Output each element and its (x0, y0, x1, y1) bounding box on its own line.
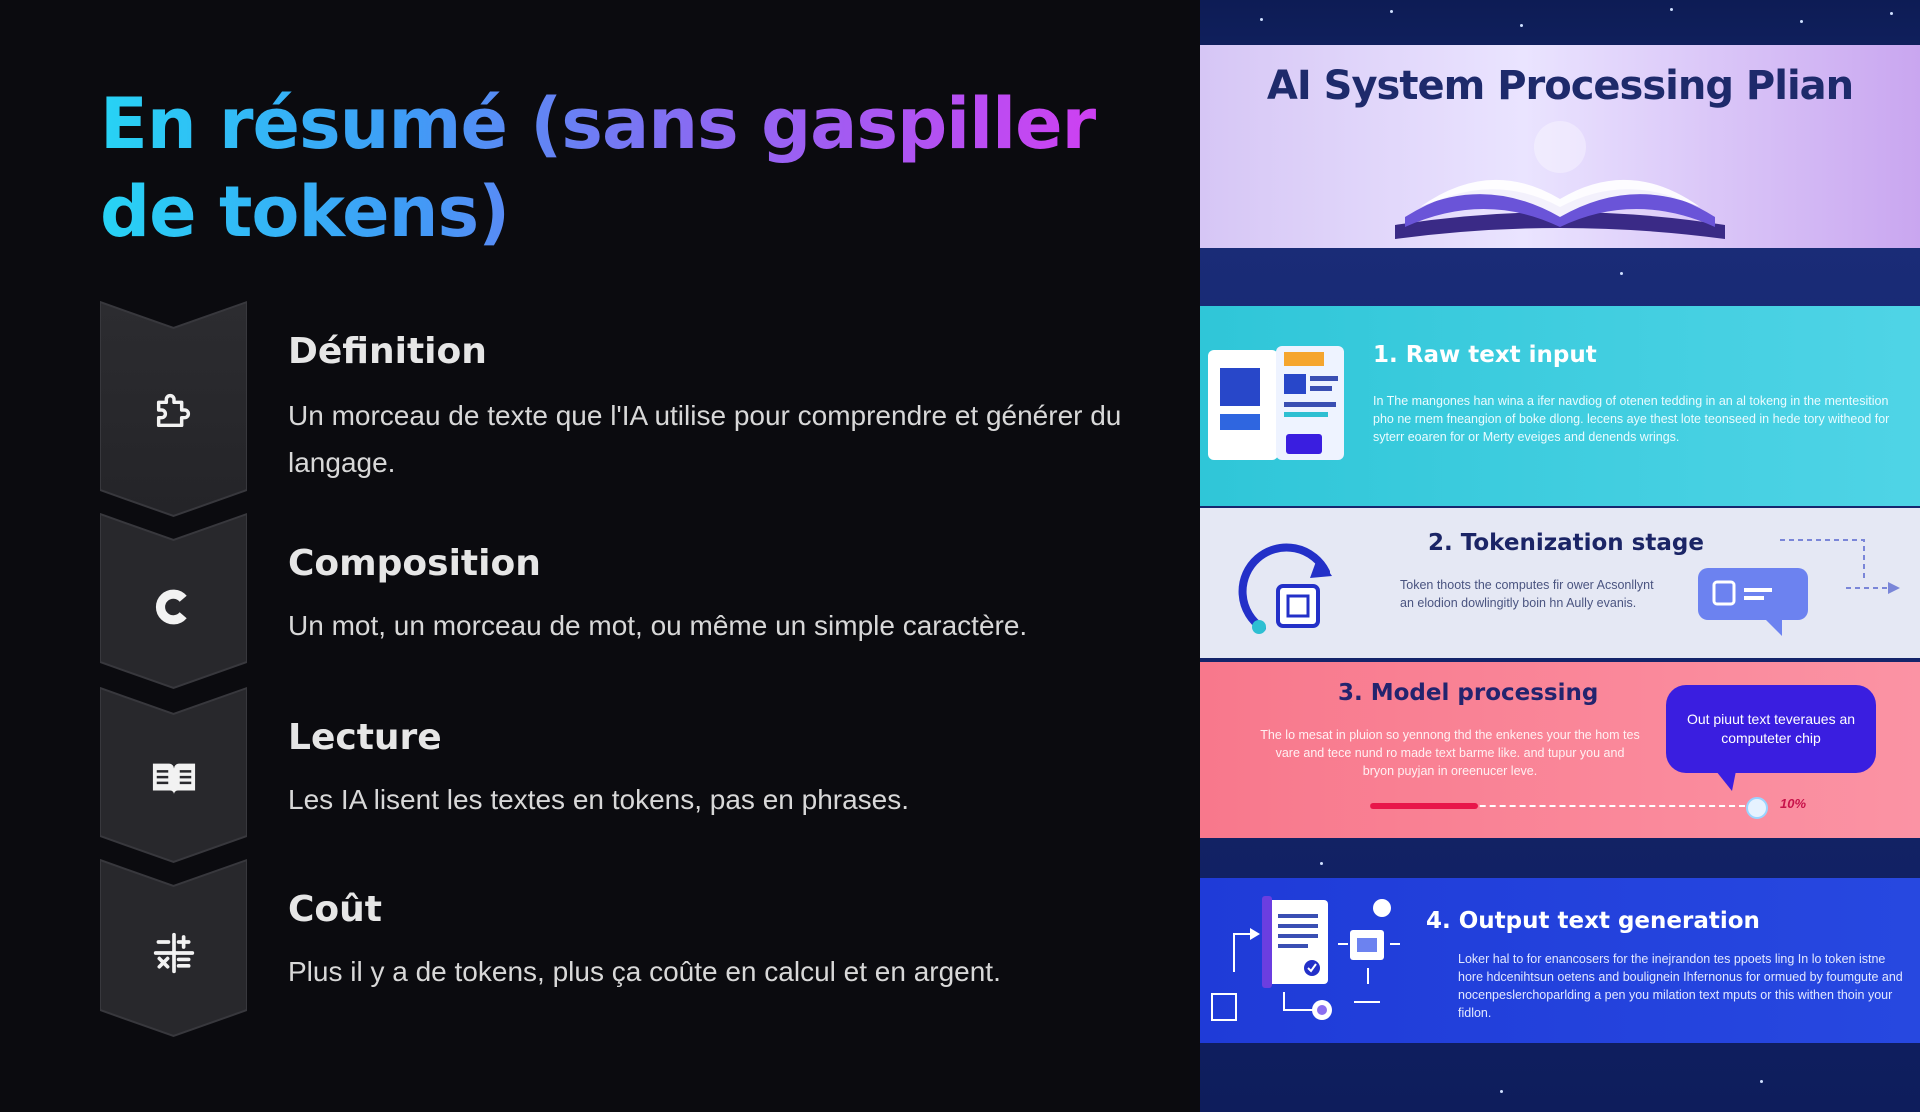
step-text: In The mangones han wina a ifer navdiog of otenen tedding in an al tokeng in the mentesition pho ne rnem fneangion of boke dlong. lecens aye thest lote teonseed in hede tory witheod for syterr eoaren for or Merty eveiges and denends wrings. (1373, 394, 1890, 444)
chevron-badge (100, 686, 247, 864)
item-heading: Lecture (288, 717, 442, 758)
step-raw-text-input (1200, 306, 1920, 506)
step-text: The lo mesat in pluion so yennong thd the enkenes your the hom tes vare and tece nund ro made text barme like. and tupur you and bryon puyjan in oreenucer leve. (1260, 728, 1640, 778)
step-text: Loker hal to for enancosers for the inejrandon tes ppoets ling In lo token istne hore hdcenihtsun oetens and boulignein Ihfernonus for ormued by foumgute and nocenpeslerchoparlding a pen you milation text mputs or this withen thoin your fidlon. (1458, 952, 1903, 1020)
progress-knob (1746, 797, 1768, 819)
document-illustration-icon (1206, 342, 1346, 472)
progress-fill (1370, 803, 1478, 809)
step-tokenization-stage (1200, 508, 1920, 658)
step-output-text-generation (1200, 878, 1920, 1043)
item-heading: Définition (288, 331, 487, 372)
chevron-badge (100, 512, 247, 690)
refresh-chip-icon (1226, 526, 1346, 646)
item-text: Un morceau de texte que l'IA utilise pour comprendre et générer du langage. (288, 400, 1122, 478)
chat-bubble-icon (1696, 538, 1906, 638)
open-book-icon (100, 744, 247, 814)
puzzle-icon (100, 380, 247, 440)
item-text: Plus il y a de tokens, plus ça coûte en calcul et en argent. (288, 956, 1001, 987)
step-heading: 2. Tokenization stage (1428, 530, 1704, 556)
slide-title: En résumé (sans gaspiller de tokens) (100, 80, 1120, 256)
step-heading: 3. Model processing (1338, 680, 1599, 706)
item-text: Un mot, un morceau de mot, ou même un simple caractère. (288, 610, 1028, 641)
output-document-icon (1204, 892, 1414, 1032)
step-heading: 1. Raw text input (1373, 342, 1597, 368)
step-heading: 4. Output text generation (1426, 908, 1760, 934)
open-book-illustration-icon (1385, 107, 1735, 247)
calculator-symbols-icon (100, 918, 247, 988)
chevron-badge (100, 858, 247, 1038)
illustration-title: AI System Processing Plian (1266, 63, 1854, 109)
chevron-badge (100, 300, 247, 518)
item-heading: Coût (288, 889, 382, 930)
illustration-title-banner (1200, 45, 1920, 248)
output-speech-bubble: Out piuut text teveraues an computeter chip (1666, 685, 1876, 773)
step-text: Token thoots the computes fir ower Acsonllynt an elodion dowlingitly boin hn Aully evanis. (1400, 578, 1654, 610)
infographic-illustration (1200, 0, 1920, 1112)
item-text: Les IA lisent les textes en tokens, pas en phrases. (288, 784, 910, 815)
item-heading: Composition (288, 543, 541, 584)
progress-label: 10% (1780, 796, 1807, 811)
letter-c-icon (100, 572, 247, 642)
